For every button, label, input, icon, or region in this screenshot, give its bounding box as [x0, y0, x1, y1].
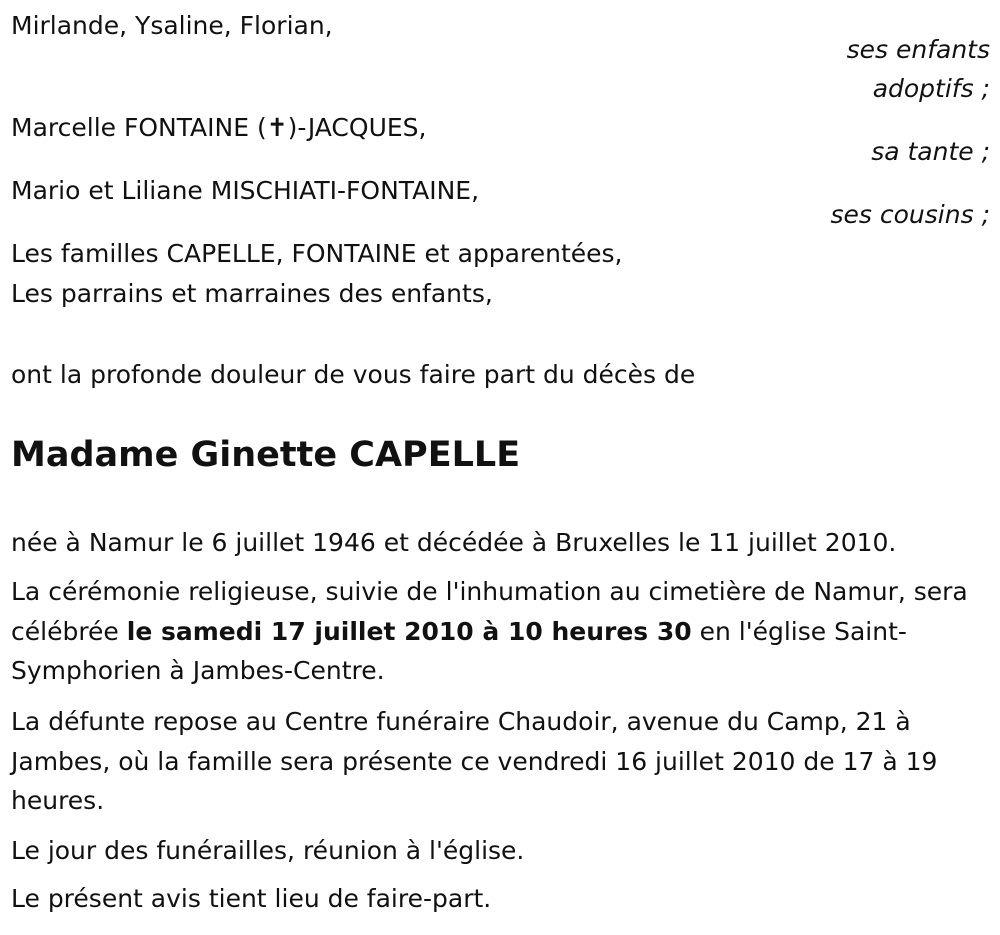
notice-line: Le présent avis tient lieu de faire-part. [11, 884, 492, 913]
cousins-names: Mario et Liliane MISCHIATI-FONTAINE, [11, 176, 480, 205]
cousins-role: ses cousins ; [830, 200, 990, 229]
ceremony-paragraph [11, 572, 971, 691]
aunt-name: Marcelle FONTAINE (✝)-JACQUES, [11, 113, 427, 142]
birth-death-line: née à Namur le 6 juillet 1946 et décédée à Bruxelles le 11 juillet 2010. [11, 528, 897, 557]
children-role-line-2: adoptifs ; [872, 74, 990, 103]
children-role-line-1: ses enfants [846, 35, 990, 64]
godparents-line: Les parrains et marraines des enfants, [11, 279, 493, 308]
aunt-role: sa tante ; [871, 137, 990, 166]
ceremony-datetime: le samedi 17 juillet 2010 à 10 heures 30 [126, 616, 692, 646]
ceremony-intro: La cérémonie religieuse, suivie de l'inhumation au cimetière de Namur, sera célébrée [11, 577, 968, 646]
announcement-line: ont la profonde douleur de vous faire part du décès de [11, 360, 696, 389]
children-names: Mirlande, Ysaline, Florian, [11, 11, 333, 40]
funeral-day-line: Le jour des funérailles, réunion à l'église. [11, 836, 525, 865]
families-line: Les familles CAPELLE, FONTAINE et apparentées, [11, 239, 623, 268]
visitation-paragraph: La défunte repose au Centre funéraire Chaudoir, avenue du Camp, 21 à Jambes, où la famille sera présente ce vendredi 16 juillet 2010 de 17 à 19 heures. [11, 707, 938, 815]
deceased-name: Madame Ginette CAPELLE [11, 435, 521, 475]
ceremony-outro: en l'église Saint-Symphorien à Jambes-Centre. [11, 616, 907, 685]
